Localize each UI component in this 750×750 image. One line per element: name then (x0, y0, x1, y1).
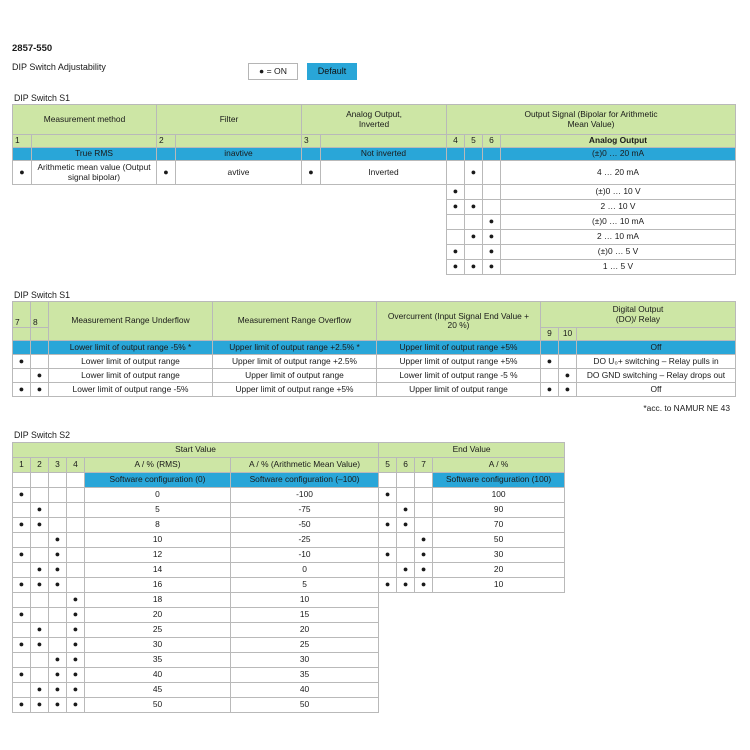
off-cell (379, 503, 397, 518)
underflow-option: Lower limit of output range -5% (49, 383, 213, 397)
col-digital-output: Digital Output (DO)/ Relay (541, 302, 736, 328)
on-dot: ● (447, 200, 465, 215)
off-cell (31, 593, 49, 608)
on-dot: ● (397, 503, 415, 518)
filter-active-label: avtive (176, 161, 302, 185)
start-mean-value: -100 (231, 488, 379, 503)
on-dot: ● (415, 578, 433, 593)
off-cell (67, 563, 85, 578)
on-dot: ● (541, 383, 559, 397)
dip-s2-table (12, 442, 565, 713)
switch-num-8: 8 (31, 302, 49, 328)
overflow-option: Upper limit of output range (213, 369, 377, 383)
off-cell (13, 623, 31, 638)
legend-on: ● = ON (248, 63, 298, 80)
on-dot: ● (415, 548, 433, 563)
empty-cell (379, 668, 565, 683)
switch-num-3: 3 (302, 135, 321, 148)
switch-num-5: 5 (379, 458, 397, 473)
off-cell (31, 488, 49, 503)
start-rms-value: 50 (85, 698, 231, 713)
col-mean: A / % (Arithmetic Mean Value) (231, 458, 379, 473)
s2-row (13, 518, 565, 533)
s2-row (13, 638, 565, 653)
off-cell (415, 488, 433, 503)
default-end: Software configuration (100) (433, 473, 565, 488)
on-dot: ● (302, 161, 321, 185)
off-cell (49, 638, 67, 653)
start-mean-value: 30 (231, 653, 379, 668)
on-dot: ● (13, 488, 31, 503)
s2-row (13, 503, 565, 518)
start-rms-value: 40 (85, 668, 231, 683)
on-dot: ● (49, 548, 67, 563)
s2-row (13, 593, 565, 608)
on-dot: ● (465, 200, 483, 215)
on-dot: ● (379, 518, 397, 533)
on-dot: ● (49, 683, 67, 698)
on-dot: ● (13, 355, 31, 369)
default-rms: Software configuration (0) (85, 473, 231, 488)
on-dot: ● (31, 503, 49, 518)
on-dot: ● (447, 245, 465, 260)
overflow-option: Upper limit of output range +5% (213, 383, 377, 397)
start-mean-value: 40 (231, 683, 379, 698)
on-dot: ● (415, 533, 433, 548)
start-rms-value: 18 (85, 593, 231, 608)
on-dot: ● (13, 518, 31, 533)
empty-cell (379, 683, 565, 698)
off-cell (379, 563, 397, 578)
legend-default: Default (307, 63, 357, 80)
col-start-value: Start Value (13, 443, 379, 458)
output-option: 1 … 5 V (501, 260, 736, 275)
on-dot: ● (157, 161, 176, 185)
on-dot: ● (379, 548, 397, 563)
dip-s1-table-a (12, 104, 736, 275)
on-dot: ● (13, 608, 31, 623)
off-cell (49, 488, 67, 503)
inverted-label: Inverted (321, 161, 447, 185)
start-rms-value: 35 (85, 653, 231, 668)
s2-row (13, 578, 565, 593)
on-dot: ● (49, 578, 67, 593)
col-end-a: A / % (433, 458, 565, 473)
on-dot: ● (67, 653, 85, 668)
s2-row (13, 608, 565, 623)
off-cell (49, 608, 67, 623)
s2-row (13, 623, 565, 638)
on-dot: ● (31, 383, 49, 397)
on-dot: ● (31, 369, 49, 383)
on-dot: ● (49, 533, 67, 548)
off-cell (13, 533, 31, 548)
on-dot: ● (13, 638, 31, 653)
overcurrent-option: Upper limit of output range (377, 383, 541, 397)
on-dot: ● (31, 683, 49, 698)
start-mean-value: 25 (231, 638, 379, 653)
end-value: 70 (433, 518, 565, 533)
on-dot: ● (67, 593, 85, 608)
off-cell (13, 503, 31, 518)
off-cell (415, 518, 433, 533)
s2-row (13, 698, 565, 713)
on-dot: ● (13, 548, 31, 563)
on-dot: ● (67, 683, 85, 698)
empty-cell (379, 638, 565, 653)
off-cell (415, 503, 433, 518)
on-dot: ● (31, 563, 49, 578)
s2-row (13, 563, 565, 578)
default-measurement: True RMS (32, 148, 157, 161)
product-code: 2857-550 (12, 43, 53, 54)
end-value: 20 (433, 563, 565, 578)
default-mean: Software configuration (–100) (231, 473, 379, 488)
output-option: (±)0 … 10 mA (501, 215, 736, 230)
default-overcurrent: Upper limit of output range +5% (377, 341, 541, 355)
output-option: 2 … 10 V (501, 200, 736, 215)
on-dot: ● (31, 638, 49, 653)
off-cell (379, 533, 397, 548)
off-cell (67, 503, 85, 518)
do-option: DO U₀+ switching – Relay pulls in (577, 355, 736, 369)
on-dot: ● (541, 355, 559, 369)
on-dot: ● (465, 230, 483, 245)
start-mean-value: -25 (231, 533, 379, 548)
switch-num-2: 2 (31, 458, 49, 473)
start-mean-value: -10 (231, 548, 379, 563)
col-overcurrent: Overcurrent (Input Signal End Value + 20 %) (377, 302, 541, 341)
s2-row (13, 488, 565, 503)
do-option: Off (577, 383, 736, 397)
switch-num-9: 9 (541, 328, 559, 341)
off-cell (31, 668, 49, 683)
s1a-caption: DIP Switch S1 (14, 93, 71, 103)
col-filter: Filter (157, 105, 302, 135)
start-mean-value: 35 (231, 668, 379, 683)
start-mean-value: -75 (231, 503, 379, 518)
default-overflow: Upper limit of output range +2.5% * (213, 341, 377, 355)
switch-num-2: 2 (157, 135, 176, 148)
on-dot: ● (31, 623, 49, 638)
on-dot: ● (49, 698, 67, 713)
start-rms-value: 14 (85, 563, 231, 578)
overcurrent-option: Upper limit of output range +5% (377, 355, 541, 369)
off-cell (67, 518, 85, 533)
start-rms-value: 45 (85, 683, 231, 698)
on-dot: ● (379, 578, 397, 593)
col-output-signal: Output Signal (Bipolar for Arithmetic Mean Value) (447, 105, 736, 135)
start-mean-value: 5 (231, 578, 379, 593)
switch-num-7: 7 (13, 302, 31, 328)
off-cell (67, 533, 85, 548)
on-dot: ● (397, 518, 415, 533)
col-analog-inverted: Analog Output, Inverted (302, 105, 447, 135)
off-cell (13, 593, 31, 608)
off-cell (67, 488, 85, 503)
start-mean-value: -50 (231, 518, 379, 533)
on-dot: ● (447, 185, 465, 200)
on-dot: ● (559, 369, 577, 383)
switch-num-6: 6 (397, 458, 415, 473)
arith-mean-label: Arithmetic mean value (Output signal bipolar) (32, 161, 157, 185)
on-dot: ● (465, 260, 483, 275)
output-option: 2 … 10 mA (501, 230, 736, 245)
on-dot: ● (13, 161, 32, 185)
off-cell (49, 518, 67, 533)
dip-s1-table-b (12, 301, 736, 397)
switch-num-7: 7 (415, 458, 433, 473)
end-value: 50 (433, 533, 565, 548)
end-value: 90 (433, 503, 565, 518)
switch-num-10: 10 (559, 328, 577, 341)
start-mean-value: 50 (231, 698, 379, 713)
switch-num-6: 6 (483, 135, 501, 148)
start-rms-value: 0 (85, 488, 231, 503)
switch-num-3: 3 (49, 458, 67, 473)
col-range-underflow: Measurement Range Underflow (49, 302, 213, 341)
end-value: 30 (433, 548, 565, 563)
off-cell (67, 578, 85, 593)
start-rms-value: 30 (85, 638, 231, 653)
page-subtitle: DIP Switch Adjustability (12, 62, 106, 72)
col-range-overflow: Measurement Range Overflow (213, 302, 377, 341)
off-cell (67, 548, 85, 563)
off-cell (49, 593, 67, 608)
overcurrent-option: Lower limit of output range -5 % (377, 369, 541, 383)
start-mean-value: 15 (231, 608, 379, 623)
empty-cell (379, 593, 565, 608)
off-cell (31, 533, 49, 548)
overflow-option: Upper limit of output range +2.5% (213, 355, 377, 369)
s2-row (13, 533, 565, 548)
s1b-caption: DIP Switch S1 (14, 290, 71, 300)
start-rms-value: 10 (85, 533, 231, 548)
end-value: 10 (433, 578, 565, 593)
output-option: (±)0 … 10 V (501, 185, 736, 200)
empty-cell (379, 623, 565, 638)
off-cell (13, 563, 31, 578)
on-dot: ● (483, 215, 501, 230)
on-dot: ● (49, 653, 67, 668)
on-dot: ● (67, 638, 85, 653)
off-cell (49, 623, 67, 638)
empty-cell (379, 698, 565, 713)
col-rms: A / % (RMS) (85, 458, 231, 473)
on-dot: ● (559, 383, 577, 397)
on-dot: ● (447, 260, 465, 275)
output-option: 4 … 20 mA (501, 161, 736, 185)
default-do: Off (577, 341, 736, 355)
start-rms-value: 8 (85, 518, 231, 533)
default-inverted: Not inverted (321, 148, 447, 161)
output-option: (±)0 … 5 V (501, 245, 736, 260)
start-mean-value: 20 (231, 623, 379, 638)
switch-num-5: 5 (465, 135, 483, 148)
empty-cell (379, 653, 565, 668)
empty-cell (379, 608, 565, 623)
s2-row (13, 668, 565, 683)
col-measurement-method: Measurement method (13, 105, 157, 135)
on-dot: ● (67, 668, 85, 683)
off-cell (31, 548, 49, 563)
on-dot: ● (13, 668, 31, 683)
default-underflow: Lower limit of output range -5% * (49, 341, 213, 355)
on-dot: ● (49, 668, 67, 683)
off-cell (31, 653, 49, 668)
on-dot: ● (13, 698, 31, 713)
switch-num-4: 4 (447, 135, 465, 148)
switch-num-1: 1 (13, 135, 32, 148)
start-rms-value: 20 (85, 608, 231, 623)
on-dot: ● (31, 578, 49, 593)
on-dot: ● (13, 383, 31, 397)
start-rms-value: 16 (85, 578, 231, 593)
footnote: *acc. to NAMUR NE 43 (643, 403, 730, 413)
on-dot: ● (67, 608, 85, 623)
on-dot: ● (49, 563, 67, 578)
on-dot: ● (31, 518, 49, 533)
on-dot: ● (483, 260, 501, 275)
on-dot: ● (397, 578, 415, 593)
do-option: DO GND switching – Relay drops out (577, 369, 736, 383)
start-rms-value: 5 (85, 503, 231, 518)
start-mean-value: 10 (231, 593, 379, 608)
underflow-option: Lower limit of output range (49, 369, 213, 383)
s2-caption: DIP Switch S2 (14, 430, 71, 440)
on-dot: ● (379, 488, 397, 503)
s2-row (13, 683, 565, 698)
off-cell (13, 683, 31, 698)
on-dot: ● (397, 563, 415, 578)
start-rms-value: 12 (85, 548, 231, 563)
off-cell (13, 653, 31, 668)
col-end-value: End Value (379, 443, 565, 458)
end-value: 100 (433, 488, 565, 503)
on-dot: ● (465, 161, 483, 185)
on-dot: ● (483, 230, 501, 245)
switch-num-4: 4 (67, 458, 85, 473)
s2-row (13, 653, 565, 668)
start-rms-value: 25 (85, 623, 231, 638)
on-dot: ● (67, 623, 85, 638)
on-dot: ● (415, 563, 433, 578)
s2-row (13, 548, 565, 563)
underflow-option: Lower limit of output range (49, 355, 213, 369)
switch-num-1: 1 (13, 458, 31, 473)
off-cell (397, 533, 415, 548)
off-cell (397, 488, 415, 503)
default-filter: inavtive (176, 148, 302, 161)
on-dot: ● (31, 698, 49, 713)
off-cell (397, 548, 415, 563)
start-mean-value: 0 (231, 563, 379, 578)
col-analog-output: Analog Output (501, 135, 736, 148)
on-dot: ● (13, 578, 31, 593)
off-cell (31, 608, 49, 623)
off-cell (49, 503, 67, 518)
default-output: (±)0 … 20 mA (501, 148, 736, 161)
on-dot: ● (483, 245, 501, 260)
on-dot: ● (67, 698, 85, 713)
